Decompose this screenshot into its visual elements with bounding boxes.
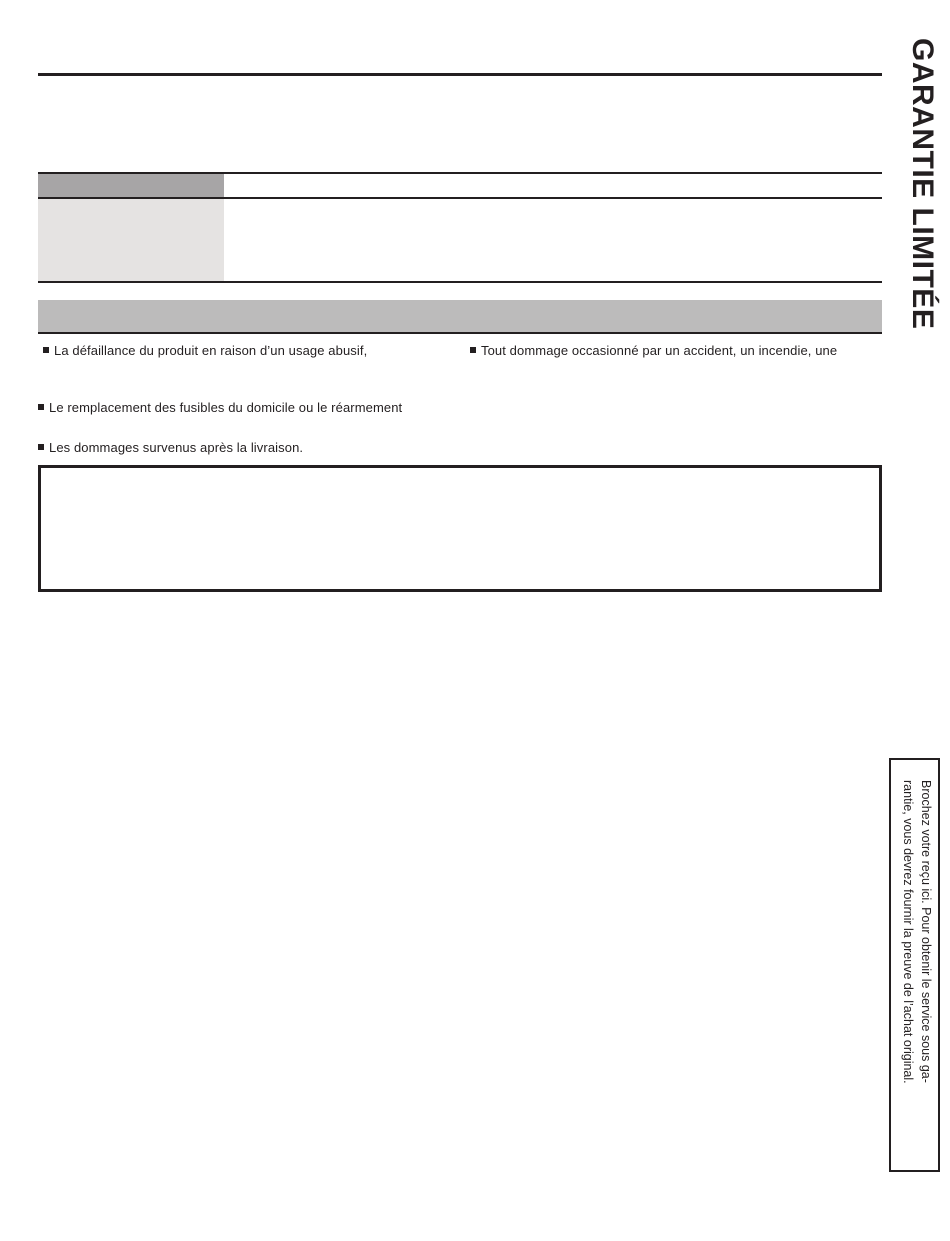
page-title: GARANTIE LIMITÉE (906, 38, 939, 330)
square-bullet-icon (38, 404, 44, 410)
exclusion-item (38, 440, 303, 456)
receipt-note-line-2: rantie, vous devrez fournir la preuve de l’achat original. (901, 780, 915, 1084)
square-bullet-icon (470, 347, 476, 353)
exclusion-item-text: La défaillance du produit en raison d’un usage abusif, (54, 343, 368, 358)
receipt-staple-box (889, 758, 940, 1172)
exclusions-header-band (38, 300, 882, 332)
table-body-label-cell (38, 199, 224, 281)
top-rule (38, 73, 882, 76)
exclusions-header-rule (38, 332, 882, 334)
exclusion-item (38, 400, 402, 416)
exclusion-item-text: Le remplacement des fusibles du domicile ou le réarmement (49, 400, 403, 415)
exclusion-item (43, 343, 367, 359)
square-bullet-icon (43, 347, 49, 353)
exclusion-item-text: Tout dommage occasionné par un accident, un incendie, une (481, 343, 838, 358)
exclusion-item (470, 343, 837, 359)
exclusion-item-text: Les dommages survenus après la livraison. (49, 440, 304, 455)
receipt-note (897, 780, 935, 1150)
notice-box (38, 465, 882, 592)
table-bottom-rule (38, 281, 882, 283)
table-header-label-cell (38, 174, 224, 197)
receipt-note-line-1: Brochez votre reçu ici. Pour obtenir le service sous ga- (919, 780, 933, 1083)
square-bullet-icon (38, 444, 44, 450)
